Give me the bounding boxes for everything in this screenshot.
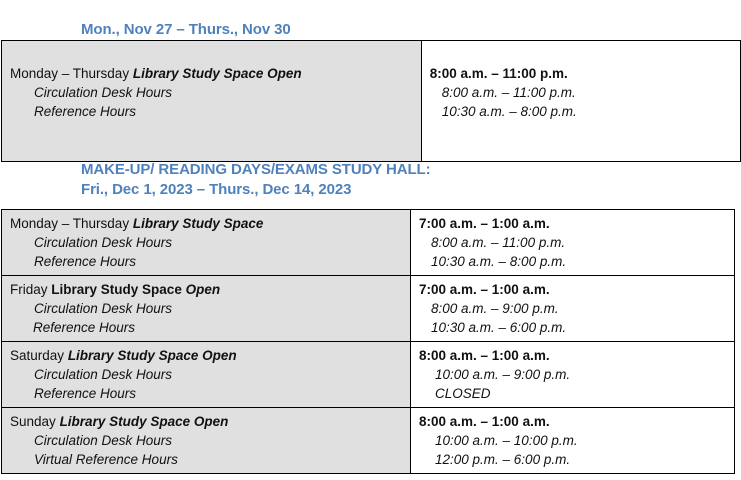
row-hours-cell bbox=[411, 408, 735, 474]
space-open-label: Open bbox=[185, 282, 221, 297]
row-label-cell bbox=[2, 276, 411, 342]
circulation-hours: 10:00 a.m. – 9:00 p.m. bbox=[435, 367, 571, 382]
table-row bbox=[2, 408, 735, 474]
row-label-cell bbox=[2, 41, 422, 162]
reference-label: Reference Hours bbox=[33, 320, 136, 335]
circulation-hours: 8:00 a.m. – 11:00 p.m. bbox=[441, 85, 576, 100]
virtual-reference-label: Virtual Reference Hours bbox=[34, 452, 178, 467]
day-label: Sunday bbox=[10, 414, 56, 429]
row-hours-cell bbox=[421, 41, 740, 162]
space-label: Library Study Space Open bbox=[132, 66, 302, 81]
circulation-label: Circulation Desk Hours bbox=[34, 85, 173, 100]
day-label: Saturday bbox=[10, 348, 65, 363]
circulation-label: Circulation Desk Hours bbox=[34, 301, 173, 316]
hours-table-thanksgiving-week bbox=[1, 40, 741, 162]
table-row bbox=[2, 342, 735, 408]
space-hours: 7:00 a.m. – 1:00 a.m. bbox=[419, 216, 550, 231]
row-title bbox=[10, 280, 410, 299]
day-label: Friday bbox=[10, 282, 48, 297]
space-hours: 8:00 a.m. – 11:00 p.m. bbox=[429, 66, 568, 81]
row-hours-cell bbox=[411, 342, 735, 408]
table-row bbox=[2, 41, 741, 162]
row-hours-cell bbox=[411, 276, 735, 342]
space-label: Library Study Space Open bbox=[59, 414, 229, 429]
virtual-reference-hours: 12:00 p.m. – 6:00 p.m. bbox=[435, 452, 571, 467]
row-title bbox=[10, 346, 410, 365]
row-title bbox=[10, 64, 421, 83]
reference-label: Reference Hours bbox=[34, 254, 137, 269]
circulation-label: Circulation Desk Hours bbox=[34, 433, 173, 448]
circulation-hours: 10:00 a.m. – 10:00 p.m. bbox=[435, 433, 578, 448]
hours-table-exams bbox=[1, 209, 735, 474]
circulation-label: Circulation Desk Hours bbox=[34, 235, 173, 250]
row-label-cell bbox=[2, 408, 411, 474]
space-hours: 7:00 a.m. – 1:00 a.m. bbox=[419, 282, 550, 297]
reference-hours: 10:30 a.m. – 8:00 p.m. bbox=[441, 104, 577, 119]
circulation-label: Circulation Desk Hours bbox=[34, 367, 173, 382]
space-label: Library Study Space Open bbox=[67, 348, 237, 363]
space-hours: 8:00 a.m. – 1:00 a.m. bbox=[419, 348, 550, 363]
row-title bbox=[10, 214, 410, 233]
reference-hours: 10:30 a.m. – 6:00 p.m. bbox=[431, 320, 567, 335]
row-hours-cell bbox=[411, 210, 735, 276]
space-label: Library Study Space bbox=[132, 216, 264, 231]
row-label-cell bbox=[2, 210, 411, 276]
day-label: Monday – Thursday bbox=[10, 66, 130, 81]
reference-hours: 10:30 a.m. – 8:00 p.m. bbox=[431, 254, 567, 269]
day-label: Monday – Thursday bbox=[10, 216, 130, 231]
section2-heading-dates: Fri., Dec 1, 2023 – Thurs., Dec 14, 2023 bbox=[81, 181, 352, 198]
space-hours: 8:00 a.m. – 1:00 a.m. bbox=[419, 414, 550, 429]
row-title bbox=[10, 412, 410, 431]
circulation-hours: 8:00 a.m. – 9:00 p.m. bbox=[431, 301, 559, 316]
reference-label: Reference Hours bbox=[34, 104, 137, 119]
space-label: Library Study Space bbox=[51, 282, 182, 297]
table-row bbox=[2, 276, 735, 342]
section2-heading-title: MAKE-UP/ READING DAYS/EXAMS STUDY HALL: bbox=[81, 161, 431, 178]
table-row bbox=[2, 210, 735, 276]
section1-heading: Mon., Nov 27 – Thurs., Nov 30 bbox=[81, 21, 291, 38]
circulation-hours: 8:00 a.m. – 11:00 p.m. bbox=[431, 235, 566, 250]
reference-label: Reference Hours bbox=[34, 386, 137, 401]
row-label-cell bbox=[2, 342, 411, 408]
reference-hours: CLOSED bbox=[435, 386, 491, 401]
